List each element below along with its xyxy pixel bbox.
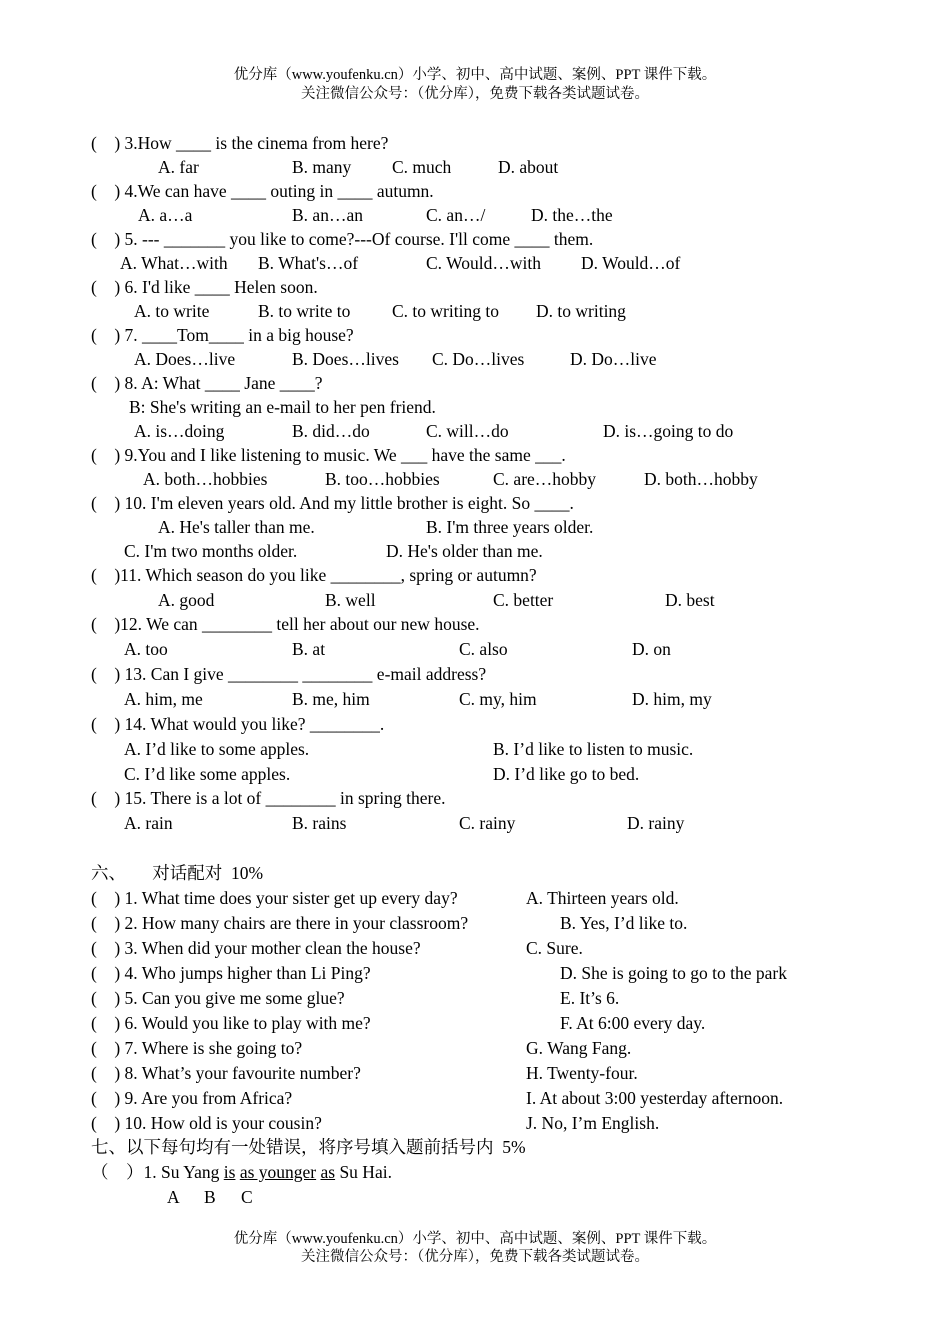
match-question-4: ( ) 4. Who jumps higher than Li Ping? [91,963,371,983]
q9-option-d: D. both…hobby [644,469,758,489]
q13-option-d: D. him, my [632,689,712,709]
q8-option-d: D. is…going to do [603,421,734,441]
match-answer-e: E. It’s 6. [560,988,620,1008]
q3-option-a: A. far [158,157,199,177]
q9-option-a: A. both…hobbies [143,469,268,489]
question-14-stem: ( ) 14. What would you like? ________. [91,714,385,734]
q5-option-c: C. Would…with [426,253,541,273]
header-line-2: 关注微信公众号：（优分库），免费下载各类试题试卷。 [301,86,649,102]
q10-option-a: A. He's taller than me. [158,517,315,537]
q12-option-a: A. too [124,639,168,659]
q10-option-b: B. I'm three years older. [426,517,594,537]
q5-option-a: A. What…with [120,253,228,273]
q3-option-b: B. many [292,157,352,177]
match-question-3: ( ) 3. When did your mother clean the house? [91,938,421,958]
match-question-6: ( ) 6. Would you like to play with me? [91,1013,371,1033]
match-answer-g: G. Wang Fang. [526,1038,632,1058]
q8-option-a: A. is…doing [134,421,225,441]
q8-option-c: C. will…do [426,421,509,441]
q13-option-a: A. him, me [124,689,203,709]
q7-option-c: C. Do…lives [432,349,525,369]
q6-option-b: B. to write to [258,301,351,321]
q7-option-b: B. Does…lives [292,349,399,369]
question-5-stem: ( ) 5. --- _______ you like to come?---Of course. I'll come ____ them. [91,229,594,249]
question-4-stem: ( ) 4.We can have ____ outing in ____ autumn. [91,181,434,201]
q14-option-d: D. I’d like go to bed. [493,764,640,784]
question-3-stem: ( ) 3.How ____ is the cinema from here? [91,133,389,153]
q4-option-c: C. an…/ [426,205,486,225]
error-option-c-word: as [320,1162,336,1182]
match-answer-j: J. No, I’m English. [526,1113,660,1133]
error-option-a-word: is [223,1162,236,1182]
question-9-stem: ( ) 9.You and I like listening to music. We ___ have the same ___. [91,445,566,465]
q12-option-b: B. at [292,639,326,659]
q13-option-b: B. me, him [292,689,370,709]
q13-option-c: C. my, him [459,689,537,709]
q9-option-b: B. too…hobbies [325,469,440,489]
match-question-5: ( ) 5. Can you give me some glue? [91,988,345,1008]
q15-option-c: C. rainy [459,813,516,833]
match-question-8: ( ) 8. What’s your favourite number? [91,1063,361,1083]
q6-option-a: A. to write [134,301,210,321]
header-line-1: 优分库（www.youfenku.cn）小学、初中、高中试题、案例、PPT 课件下载。 [233,67,717,83]
q7-option-d: D. Do…live [570,349,657,369]
q11-option-d: D. best [665,590,715,610]
q4-option-a: A. a…a [138,205,193,225]
q4-option-b: B. an…an [292,205,363,225]
question-11-stem: ( )11. Which season do you like ________, spring or autumn? [91,565,537,585]
match-answer-h: H. Twenty-four. [526,1063,638,1083]
question-8-dialogue-b: B: She's writing an e-mail to her pen friend. [129,397,436,417]
footer-line-1: 优分库（www.youfenku.cn）小学、初中、高中试题、案例、PPT 课件下载。 [233,1231,717,1247]
error-option-b-word: as younger [239,1162,317,1182]
match-question-2: ( ) 2. How many chairs are there in your classroom? [91,913,469,933]
match-answer-c: C. Sure. [526,938,583,958]
question-8-stem: ( ) 8. A: What ____ Jane ____? [91,373,323,393]
q12-option-d: D. on [632,639,671,659]
q8-option-b: B. did…do [292,421,370,441]
match-question-1: ( ) 1. What time does your sister get up every day? [91,888,458,908]
question-10-stem: ( ) 10. I'm eleven years old. And my little brother is eight. So ____. [91,493,574,513]
footer-line-2: 关注微信公众号：（优分库），免费下载各类试题试卷。 [301,1249,649,1265]
q15-option-a: A. rain [124,813,173,833]
q3-option-c: C. much [392,157,452,177]
q12-option-c: C. also [459,639,508,659]
question-6-stem: ( ) 6. I'd like ____ Helen soon. [91,277,318,297]
match-question-9: ( ) 9. Are you from Africa? [91,1088,293,1108]
match-answer-a: A. Thirteen years old. [526,888,679,908]
error-marker-c: C [241,1187,253,1207]
q4-option-d: D. the…the [531,205,613,225]
q6-option-c: C. to writing to [392,301,499,321]
q7-option-a: A. Does…live [134,349,236,369]
section-6-title: 六、 对话配对 10% [91,863,264,883]
match-answer-f: F. At 6:00 every day. [560,1013,706,1033]
error-marker-b: B [204,1187,216,1207]
q11-option-c: C. better [493,590,554,610]
correction-q1-suffix: Su Hai. [335,1162,392,1182]
q11-option-b: B. well [325,590,376,610]
q15-option-d: D. rainy [627,813,685,833]
correction-q1-prefix: （ ）1. Su Yang [91,1162,224,1182]
q5-option-b: B. What's…of [258,253,359,273]
question-7-stem: ( ) 7. ____Tom____ in a big house? [91,325,354,345]
q5-option-d: D. Would…of [581,253,681,273]
q14-option-b: B. I’d like to listen to music. [493,739,694,759]
match-question-10: ( ) 10. How old is your cousin? [91,1113,322,1133]
q6-option-d: D. to writing [536,301,626,321]
q10-option-d: D. He's older than me. [386,541,543,561]
section-7-title: 七、以下每句均有一处错误，将序号填入题前括号内 5% [91,1137,526,1157]
q14-option-a: A. I’d like to some apples. [124,739,310,759]
match-answer-b: B. Yes, I’d like to. [560,913,688,933]
q9-option-c: C. are…hobby [493,469,597,489]
q3-option-d: D. about [498,157,559,177]
match-question-7: ( ) 7. Where is she going to? [91,1038,303,1058]
question-15-stem: ( ) 15. There is a lot of ________ in spring there. [91,788,446,808]
q11-option-a: A. good [158,590,215,610]
question-12-stem: ( )12. We can ________ tell her about our new house. [91,614,480,634]
question-13-stem: ( ) 13. Can I give ________ ________ e-mail address? [91,664,487,684]
q10-option-c: C. I'm two months older. [124,541,298,561]
q14-option-c: C. I’d like some apples. [124,764,291,784]
match-answer-i: I. At about 3:00 yesterday afternoon. [526,1088,784,1108]
error-marker-a: A [167,1187,180,1207]
correction-question-1 [91,1161,392,1183]
match-answer-d: D. She is going to go to the park [560,963,787,983]
q15-option-b: B. rains [292,813,347,833]
